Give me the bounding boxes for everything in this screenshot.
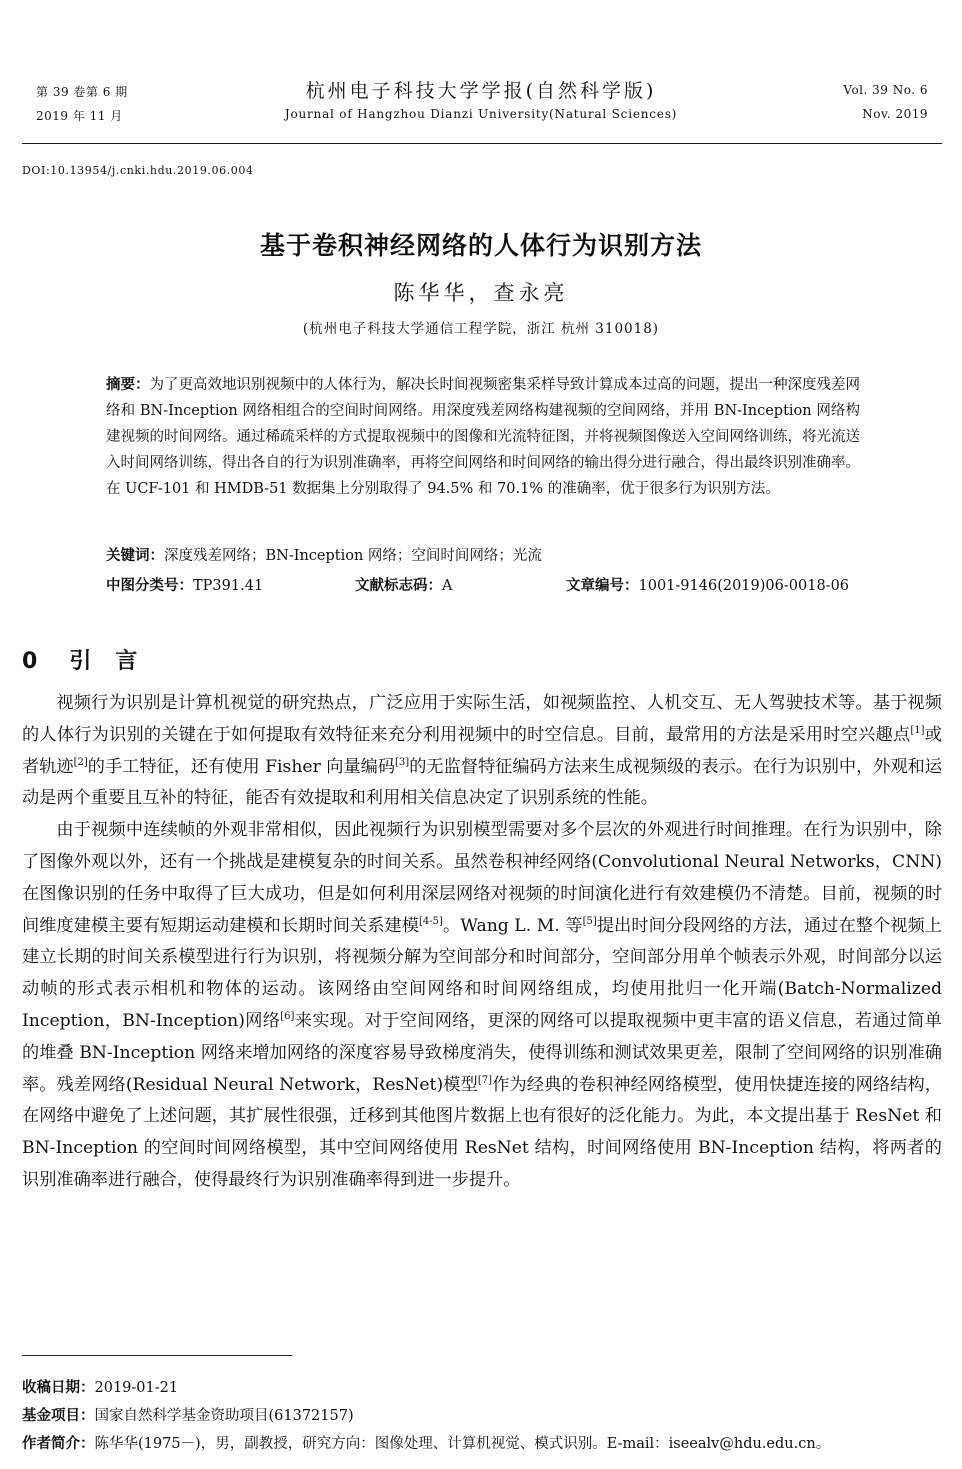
footnote-label: 作者简介： [22,1436,95,1452]
citation-ref[interactable]: [7] [477,1074,493,1086]
affiliation: (杭州电子科技大学通信工程学院，浙江 杭州 310018) [302,321,660,337]
volume-issue-cn: 第 39 卷第 6 期 [36,85,128,99]
p1-text-b: 或者轨迹 [22,724,942,777]
date-en: Nov. 2019 [862,107,928,121]
clc-value: TP391.41 [193,578,264,594]
keywords-label: 关键词： [106,548,164,564]
keywords-text: 深度残差网络；BN-Inception 网络；空间时间网络；光流 [164,548,542,564]
journal-name-en: Journal of Hangzhou Dianzi University(Natural Sciences) [284,107,678,121]
doi: DOI:10.13954/j.cnki.hdu.2019.06.004 [22,164,254,177]
section-heading [22,644,161,675]
section-title: 引言 [69,649,162,674]
abstract [106,372,860,502]
citation-ref[interactable]: [4-5] [419,915,443,927]
p2-text-d: 来实现。对于空间网络，更深的网络可以提取视频中更丰富的语义信息，若通过简单的堆叠 BN-Inception 网络来增加网络的深度容易导致梯度消失，使得训练和测试效果更差，限制了空间网络的识别准确率。残差网络(Residual Neural Network，ResNet)模型 [22,1010,942,1095]
paragraph-2 [22,815,942,1197]
article-number-value: 1001-9146(2019)06-0018-06 [638,578,850,594]
clc-number [106,574,263,595]
p2-text-c: 提出时间分段网络的方法，通过在整个视频上建立长期的时间关系模型进行行为识别，将视频分解为空间部分和时间部分，空间部分用单个帧表示外观，时间部分以运动帧的形式表示相机和物体的运动。该网络由空间网络和时间网络组成，均使用批归一化开端(Batch-Normalized Inception，BN-Inception)网络 [22,915,942,1031]
footnote-text: 陈华华(1975－)，男，副教授，研究方向：图像处理、计算机视觉、模式识别。E-mail：iseealv@hdu.edu.cn。 [94,1436,831,1452]
footnote-label: 基金项目： [22,1408,95,1424]
clc-label: 中图分类号： [106,578,193,594]
document-code [355,574,452,595]
p1-text-a: 视频行为识别是计算机视觉的研究热点，广泛应用于实际生活，如视频监控、人机交互、无人驾驶技术等。基于视频的人体行为识别的关键在于如何提取有效特征来充分利用视频中的时空信息。目前，最常用的方法是采用时空兴趣点 [22,693,942,745]
header-rule [22,143,942,144]
footnote-label: 收稿日期： [22,1380,95,1396]
article-number-label: 文章编号： [566,578,639,594]
citation-ref[interactable]: [1] [910,724,925,736]
journal-name-cn: 杭州电子科技大学学报(自然科学版) [305,80,657,102]
p2-text-a: 由于视频中连续帧的外观非常相似，因此视频行为识别模型需要对多个层次的外观进行时间推理。在行为识别中，除了图像外观以外，还有一个挑战是建模复杂的时间关系。虽然卷积神经网络(Convolutional Neural Networks，CNN)在图像识别的任务中取得了巨大成功，但是如何利用深层网络对视频的时间演化进行有效建模仍不清楚。目前，视频的时间维度建模主要有短期运动建模和长期时间关系建模 [22,820,942,936]
citation-ref[interactable]: [5] [582,915,597,927]
p2-text-b: 。Wang L. M. 等 [442,915,583,936]
volume-issue-en: Vol. 39 No. 6 [843,83,928,97]
footnote-received [22,1376,178,1397]
section-number: 0 [22,649,40,674]
abstract-text: 为了更高效地识别视频中的人体行为，解决长时间视频密集采样导致计算成本过高的问题，提出一种深度残差网络和 BN-Inception 网络相组合的空间时间网络。用深度残差网络构建视频的空间网络，并用 BN-Inception 网络构建视频的时间网络。通过稀疏采样的方式提取视频中的图像和光流特征图，并将视频图像送入空间网络训练，将光流送入时间网络训练，得出各自的行为识别准确率，再将空间网络和时间网络的输出得分进行融合，得出最终识别准确率。在 UCF-101 和 HMDB-51 数据集上分别取得了 94.5% 和 70.1% 的准确率，优于很多行为识别方法。 [106,377,860,497]
date-cn: 2019 年 11 月 [36,109,123,123]
authors: 陈华华，查永亮 [393,281,569,305]
footnote-author-bio [22,1432,830,1453]
footnote-funding [22,1404,354,1425]
citation-ref[interactable]: [3] [395,756,410,768]
paper-title: 基于卷积神经网络的人体行为识别方法 [259,231,702,260]
document-code-value: A [442,578,453,594]
body-text [22,688,942,1197]
paragraph-1 [22,688,942,815]
p1-text-c: 的手工特征，还有使用 Fisher 向量编码 [87,756,396,777]
footnote-text: 国家自然科学基金资助项目(61372157) [94,1408,354,1424]
document-code-label: 文献标志码： [355,578,442,594]
citation-ref[interactable]: [6] [280,1010,295,1022]
footnote-text: 2019-01-21 [94,1380,179,1396]
keywords [106,544,542,565]
footnote-rule [22,1355,292,1356]
article-number [566,574,849,595]
p1-text-d: 的无监督特征编码方法来生成视频级的表示。在行为识别中，外观和运动是两个重要且互补的特征，能否有效提取和利用相关信息决定了识别系统的性能。 [22,756,943,809]
citation-ref[interactable]: [2] [73,756,88,768]
abstract-label: 摘要： [106,377,150,393]
p2-text-e: 作为经典的卷积神经网络模型，使用快捷连接的网络结构，在网络中避免了上述问题，其扩展性很强，迁移到其他图片数据上也有很好的泛化能力。为此，本文提出基于 ResNet 和 BN-Inception 的空间时间网络模型，其中空间网络使用 ResNet 结构，时间网络使用 BN-Inception 结构，将两者的识别准确率进行融合，使得最终行为识别准确率得到进一步提升。 [22,1074,942,1190]
